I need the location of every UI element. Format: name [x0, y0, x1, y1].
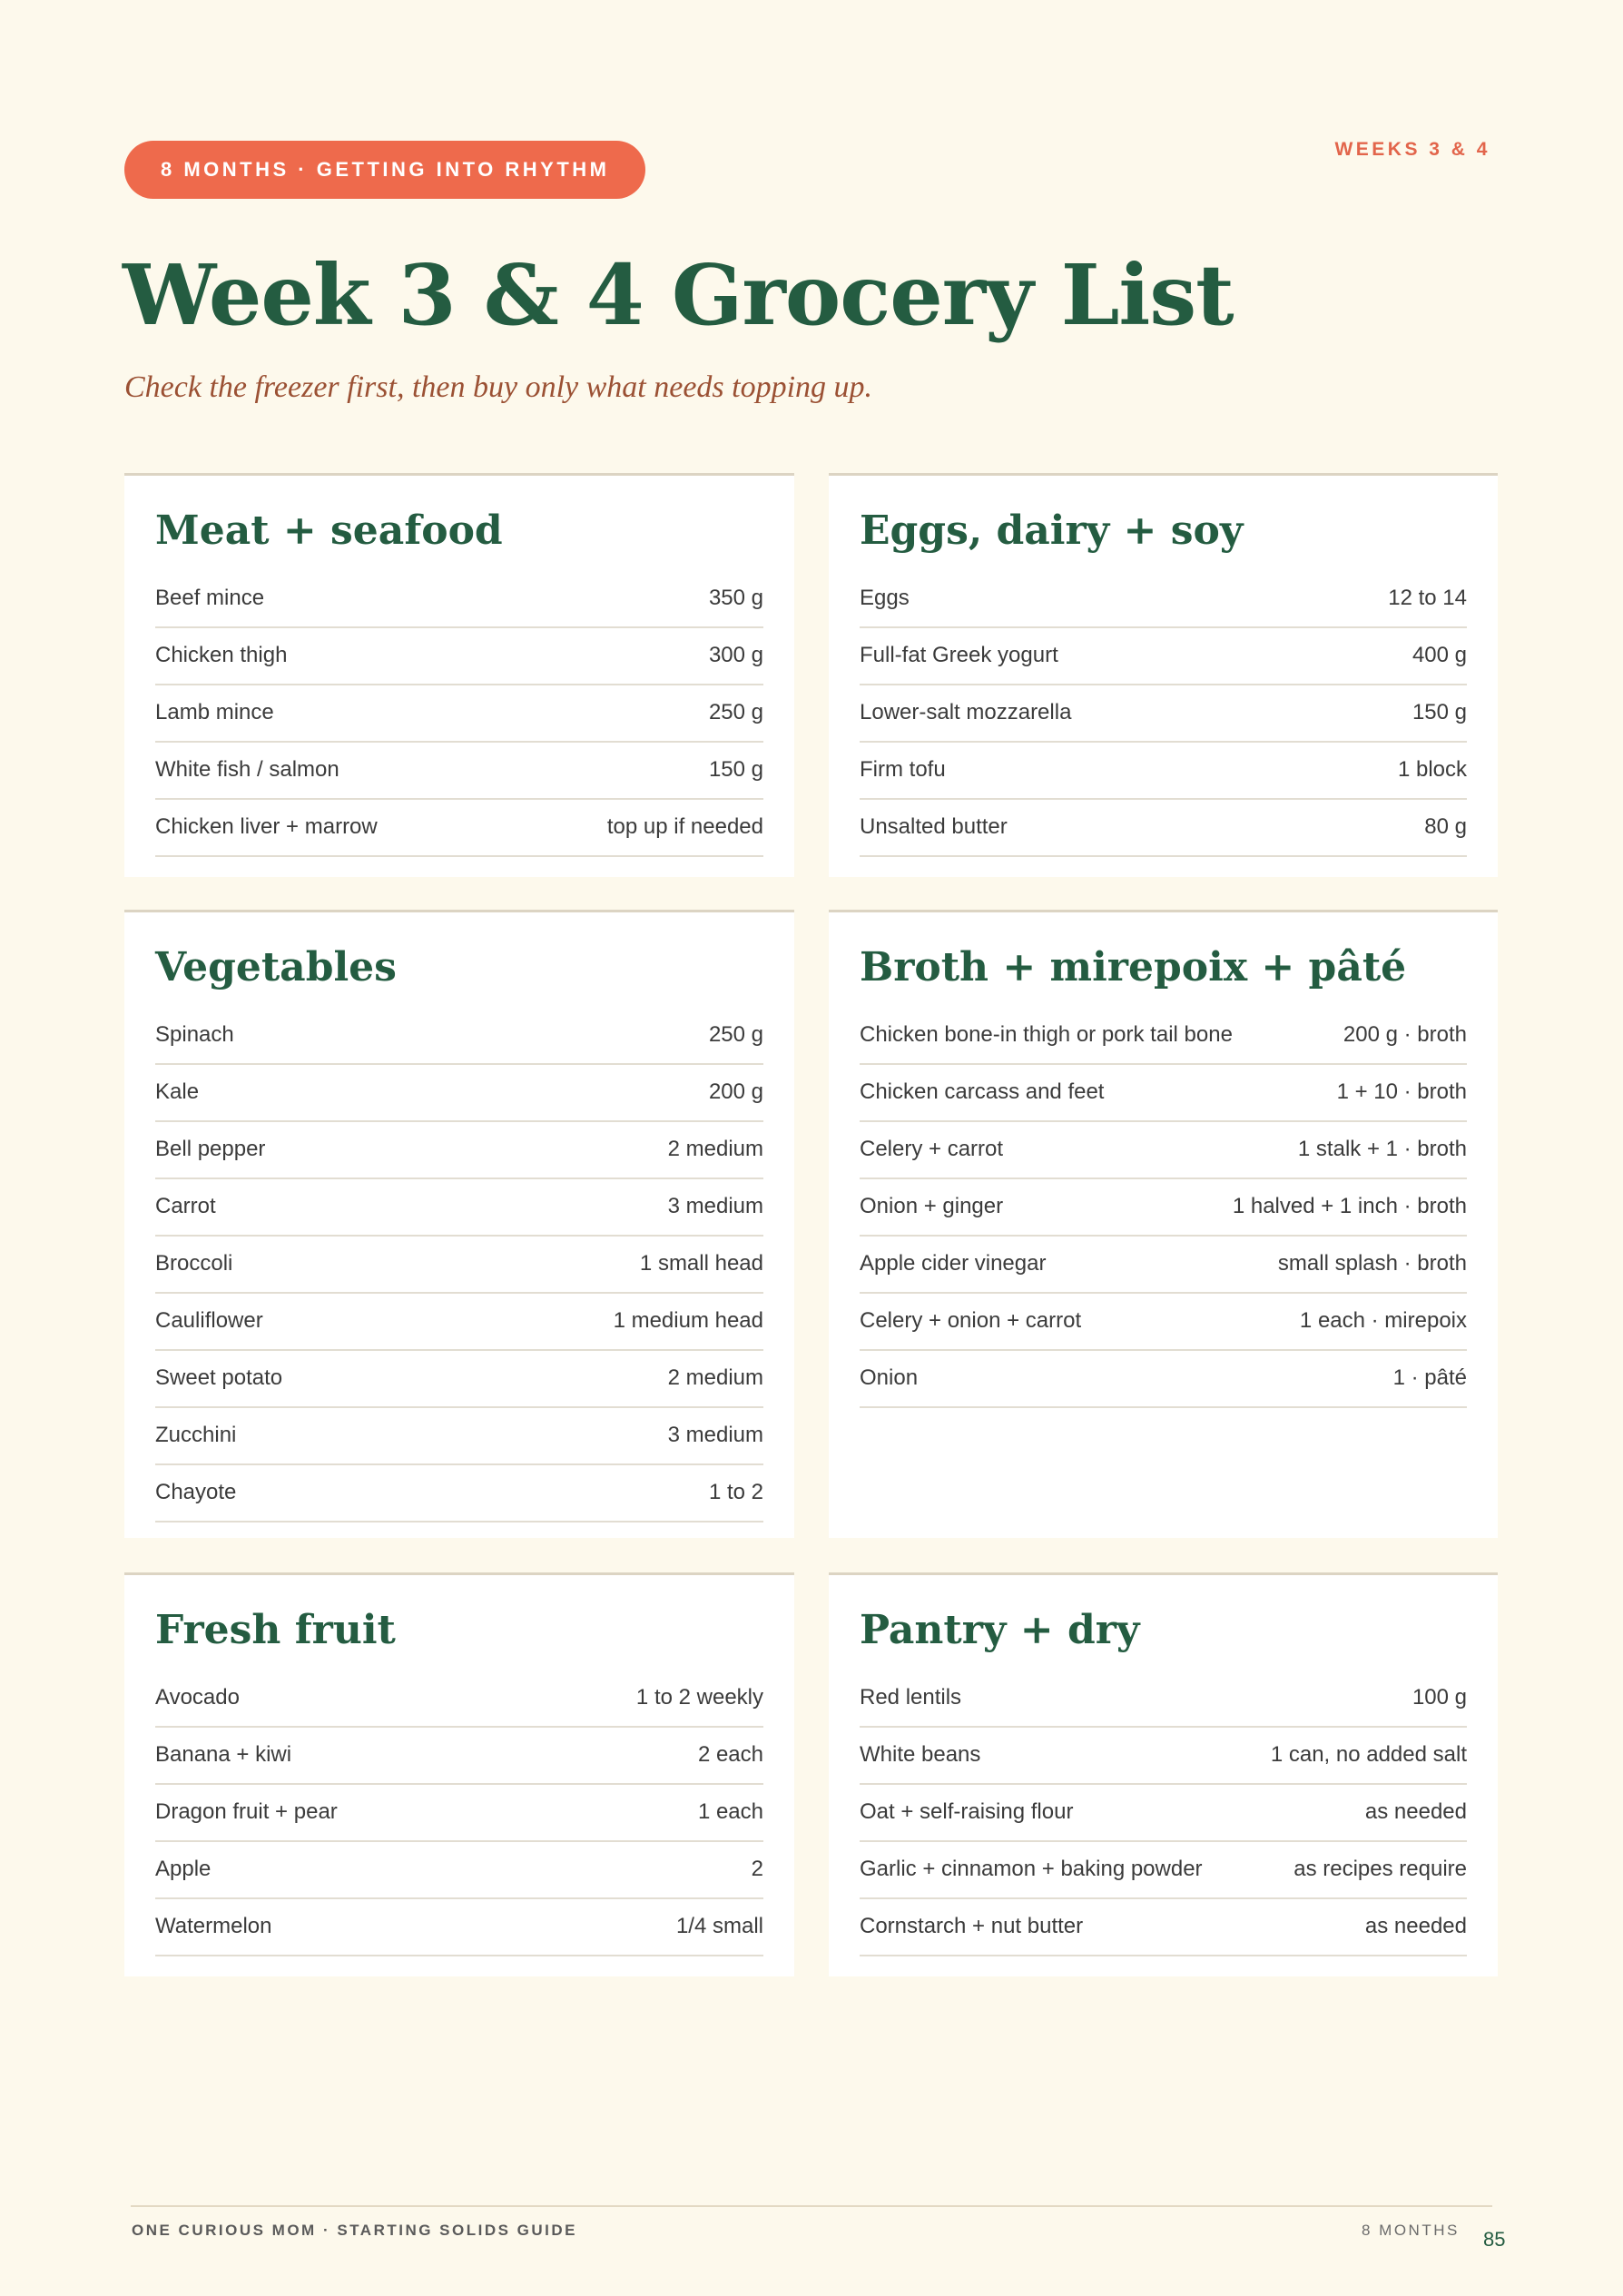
- item-quantity: 2 medium: [667, 1365, 763, 1391]
- item-quantity: as needed: [1364, 1799, 1467, 1825]
- item-quantity: 1/4 small: [675, 1914, 763, 1939]
- item-quantity: 3 medium: [667, 1423, 763, 1448]
- list-item: [155, 1008, 763, 1065]
- card-meat-seafood: [124, 473, 794, 877]
- item-name: Garlic + cinnamon + baking powder: [860, 1857, 1203, 1882]
- list-item: [155, 1465, 763, 1522]
- list-item: [155, 1179, 763, 1237]
- list-item: [860, 1179, 1467, 1237]
- list-item: [860, 1785, 1467, 1842]
- item-name: Bell pepper: [155, 1137, 266, 1162]
- item-name: Lower-salt mozzarella: [860, 700, 1072, 725]
- item-name: Apple cider vinegar: [860, 1251, 1047, 1276]
- list-item: [155, 685, 763, 743]
- item-quantity: 2 medium: [667, 1137, 763, 1162]
- list-item: [155, 1065, 763, 1122]
- item-name: Kale: [155, 1079, 200, 1105]
- item-name: Chicken thigh: [155, 643, 288, 668]
- page-number: 85: [1483, 2228, 1506, 2251]
- card-title: Broth + mirepoix + pâté: [860, 944, 1407, 990]
- item-quantity: 250 g: [708, 700, 763, 725]
- list-item: [155, 1294, 763, 1351]
- item-quantity: as recipes require: [1293, 1857, 1467, 1882]
- card-eggs-dairy-soy: [829, 473, 1498, 877]
- card-title: Fresh fruit: [155, 1607, 396, 1653]
- item-name: White fish / salmon: [155, 757, 339, 783]
- item-quantity: as needed: [1364, 1914, 1467, 1939]
- item-name: Celery + onion + carrot: [860, 1308, 1082, 1334]
- list-item: [155, 1785, 763, 1842]
- list-item: [155, 1351, 763, 1408]
- list-item: [860, 1670, 1467, 1728]
- card-vegetables: [124, 910, 794, 1538]
- list-item: [860, 1122, 1467, 1179]
- section-badge: 8 MONTHS · GETTING INTO RHYTHM: [124, 141, 645, 199]
- item-name: Onion: [860, 1365, 919, 1391]
- item-name: Firm tofu: [860, 757, 946, 783]
- card-pantry-dry: [829, 1572, 1498, 1976]
- list-item: [860, 628, 1467, 685]
- weeks-tag: WEEKS 3 & 4: [1334, 139, 1490, 160]
- item-quantity: 250 g: [708, 1022, 763, 1048]
- item-quantity: 1 halved + 1 inch · broth: [1232, 1194, 1467, 1219]
- item-quantity: 400 g: [1412, 643, 1467, 668]
- item-quantity: 12 to 14: [1388, 586, 1467, 611]
- item-name: Lamb mince: [155, 700, 274, 725]
- list-item: [860, 1065, 1467, 1122]
- page-title: Week 3 & 4 Grocery List: [123, 246, 1234, 344]
- item-name: Unsalted butter: [860, 814, 1008, 840]
- list-item: [155, 1237, 763, 1294]
- list-item: [155, 571, 763, 628]
- item-name: Full-fat Greek yogurt: [860, 643, 1058, 668]
- card-title: Vegetables: [155, 944, 397, 990]
- list-item: [155, 800, 763, 857]
- item-name: White beans: [860, 1742, 981, 1768]
- footer-publication: ONE CURIOUS MOM · STARTING SOLIDS GUIDE: [132, 2222, 578, 2239]
- footer-divider: [131, 2205, 1492, 2207]
- item-quantity: 200 g: [708, 1079, 763, 1105]
- list-item: [155, 1670, 763, 1728]
- list-item: [860, 1899, 1467, 1956]
- list-item: [860, 800, 1467, 857]
- item-name: Chicken bone-in thigh or pork tail bone: [860, 1022, 1233, 1048]
- item-quantity: 1 block: [1397, 757, 1467, 783]
- item-name: Eggs: [860, 586, 910, 611]
- item-name: Chicken carcass and feet: [860, 1079, 1105, 1105]
- item-quantity: 1 to 2: [708, 1480, 763, 1505]
- item-name: Broccoli: [155, 1251, 233, 1276]
- item-quantity: 1 each: [697, 1799, 763, 1825]
- list-item: [860, 1237, 1467, 1294]
- item-quantity: 150 g: [1412, 700, 1467, 725]
- card-title: Eggs, dairy + soy: [860, 507, 1244, 554]
- item-quantity: 1 stalk + 1 · broth: [1297, 1137, 1467, 1162]
- footer-section: 8 MONTHS: [1362, 2222, 1460, 2239]
- item-name: Red lentils: [860, 1685, 962, 1710]
- item-name: Celery + carrot: [860, 1137, 1004, 1162]
- item-name: Chayote: [155, 1480, 237, 1505]
- item-quantity: 1 · pâté: [1392, 1365, 1467, 1391]
- list-item: [860, 571, 1467, 628]
- item-name: Onion + ginger: [860, 1194, 1004, 1219]
- item-quantity: small splash · broth: [1277, 1251, 1467, 1276]
- item-quantity: 300 g: [708, 643, 763, 668]
- item-name: Sweet potato: [155, 1365, 283, 1391]
- item-quantity: 2 each: [697, 1742, 763, 1768]
- item-quantity: 1 to 2 weekly: [635, 1685, 763, 1710]
- list-item: [155, 1122, 763, 1179]
- card-fresh-fruit: [124, 1572, 794, 1976]
- list-item: [155, 1899, 763, 1956]
- card-title: Meat + seafood: [155, 507, 503, 554]
- item-name: Beef mince: [155, 586, 265, 611]
- card-title: Pantry + dry: [860, 1607, 1140, 1653]
- item-quantity: 80 g: [1424, 814, 1467, 840]
- item-quantity: 1 small head: [639, 1251, 763, 1276]
- item-quantity: 3 medium: [667, 1194, 763, 1219]
- list-item: [155, 1728, 763, 1785]
- item-name: Apple: [155, 1857, 211, 1882]
- item-name: Dragon fruit + pear: [155, 1799, 338, 1825]
- list-item: [155, 743, 763, 800]
- card-broth-mirepoix-pate: [829, 910, 1498, 1538]
- item-name: Cauliflower: [155, 1308, 263, 1334]
- list-item: [860, 1008, 1467, 1065]
- item-quantity: 350 g: [708, 586, 763, 611]
- list-item: [155, 1842, 763, 1899]
- item-name: Carrot: [155, 1194, 216, 1219]
- item-name: Avocado: [155, 1685, 240, 1710]
- item-quantity: 1 each · mirepoix: [1299, 1308, 1467, 1334]
- item-name: Oat + self-raising flour: [860, 1799, 1074, 1825]
- item-name: Spinach: [155, 1022, 234, 1048]
- item-quantity: 150 g: [708, 757, 763, 783]
- list-item: [155, 1408, 763, 1465]
- item-name: Cornstarch + nut butter: [860, 1914, 1084, 1939]
- list-item: [860, 685, 1467, 743]
- item-name: Banana + kiwi: [155, 1742, 292, 1768]
- item-quantity: 1 medium head: [613, 1308, 763, 1334]
- list-item: [860, 1842, 1467, 1899]
- page-subtitle: Check the freezer first, then buy only what needs topping up.: [124, 370, 873, 404]
- item-name: Chicken liver + marrow: [155, 814, 378, 840]
- item-quantity: top up if needed: [606, 814, 763, 840]
- item-quantity: 2: [751, 1857, 763, 1882]
- list-item: [860, 743, 1467, 800]
- list-item: [860, 1294, 1467, 1351]
- item-name: Watermelon: [155, 1914, 272, 1939]
- list-item: [155, 628, 763, 685]
- item-quantity: 1 + 10 · broth: [1336, 1079, 1467, 1105]
- item-quantity: 200 g · broth: [1343, 1022, 1467, 1048]
- list-item: [860, 1728, 1467, 1785]
- list-item: [860, 1351, 1467, 1408]
- item-quantity: 1 can, no added salt: [1270, 1742, 1467, 1768]
- item-quantity: 100 g: [1412, 1685, 1467, 1710]
- item-name: Zucchini: [155, 1423, 237, 1448]
